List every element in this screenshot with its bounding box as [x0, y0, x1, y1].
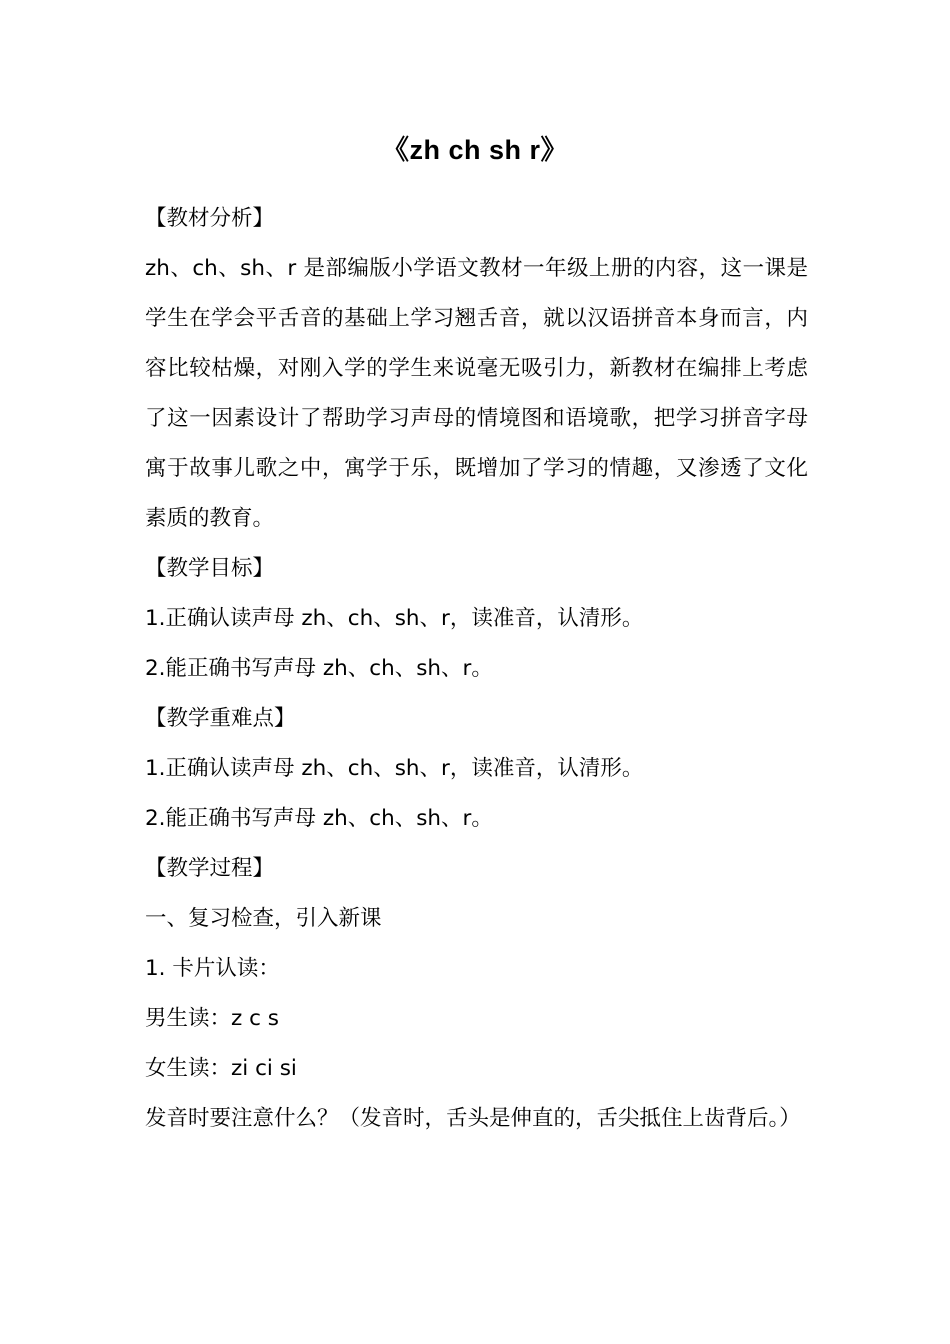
- document-title: 《zh ch sh r》: [381, 135, 569, 165]
- key-point-item-2: 2.能正确书写声母 zh、ch、sh、r。: [145, 806, 493, 831]
- key-point-item-1: 1.正确认读声母 zh、ch、sh、r，读准音，认清形。: [145, 756, 644, 781]
- section-heading-process: 【教学过程】: [145, 856, 275, 881]
- section-heading-key-points: 【教学重难点】: [145, 706, 296, 731]
- section-heading-goals: 【教学目标】: [145, 556, 275, 581]
- process-line-girls: 女生读：zi ci si: [145, 1056, 297, 1081]
- process-step-heading: 一、复习检查，引入新课: [145, 906, 382, 931]
- paragraph-analysis: zh、ch、sh、r 是部编版小学语文教材一年级上册的内容，这一课是学生在学会平舌音的基础上学习翘舌音，就以汉语拼音本身而言，内容比较枯燥，对刚入学的学生来说毫无吸引力，新教材在编排上考虑了这一因素设计了帮助学习声母的情境图和语境歌，把学习拼音字母寓于故事儿歌之中，寓学于乐，既增加了学习的情趣，又渗透了文化素质的教育。: [145, 256, 808, 531]
- process-question: 发音时要注意什么？（发音时，舌头是伸直的，舌尖抵住上齿背后。）: [145, 1106, 801, 1131]
- process-line-boys: 男生读：z c s: [145, 1006, 279, 1031]
- process-item-card-reading: 1. 卡片认读：: [145, 956, 280, 981]
- goal-item-2: 2.能正确书写声母 zh、ch、sh、r。: [145, 656, 493, 681]
- document-body: [145, 194, 808, 1144]
- goal-item-1: 1.正确认读声母 zh、ch、sh、r，读准音，认清形。: [145, 606, 644, 631]
- section-heading-analysis: 【教材分析】: [145, 206, 275, 231]
